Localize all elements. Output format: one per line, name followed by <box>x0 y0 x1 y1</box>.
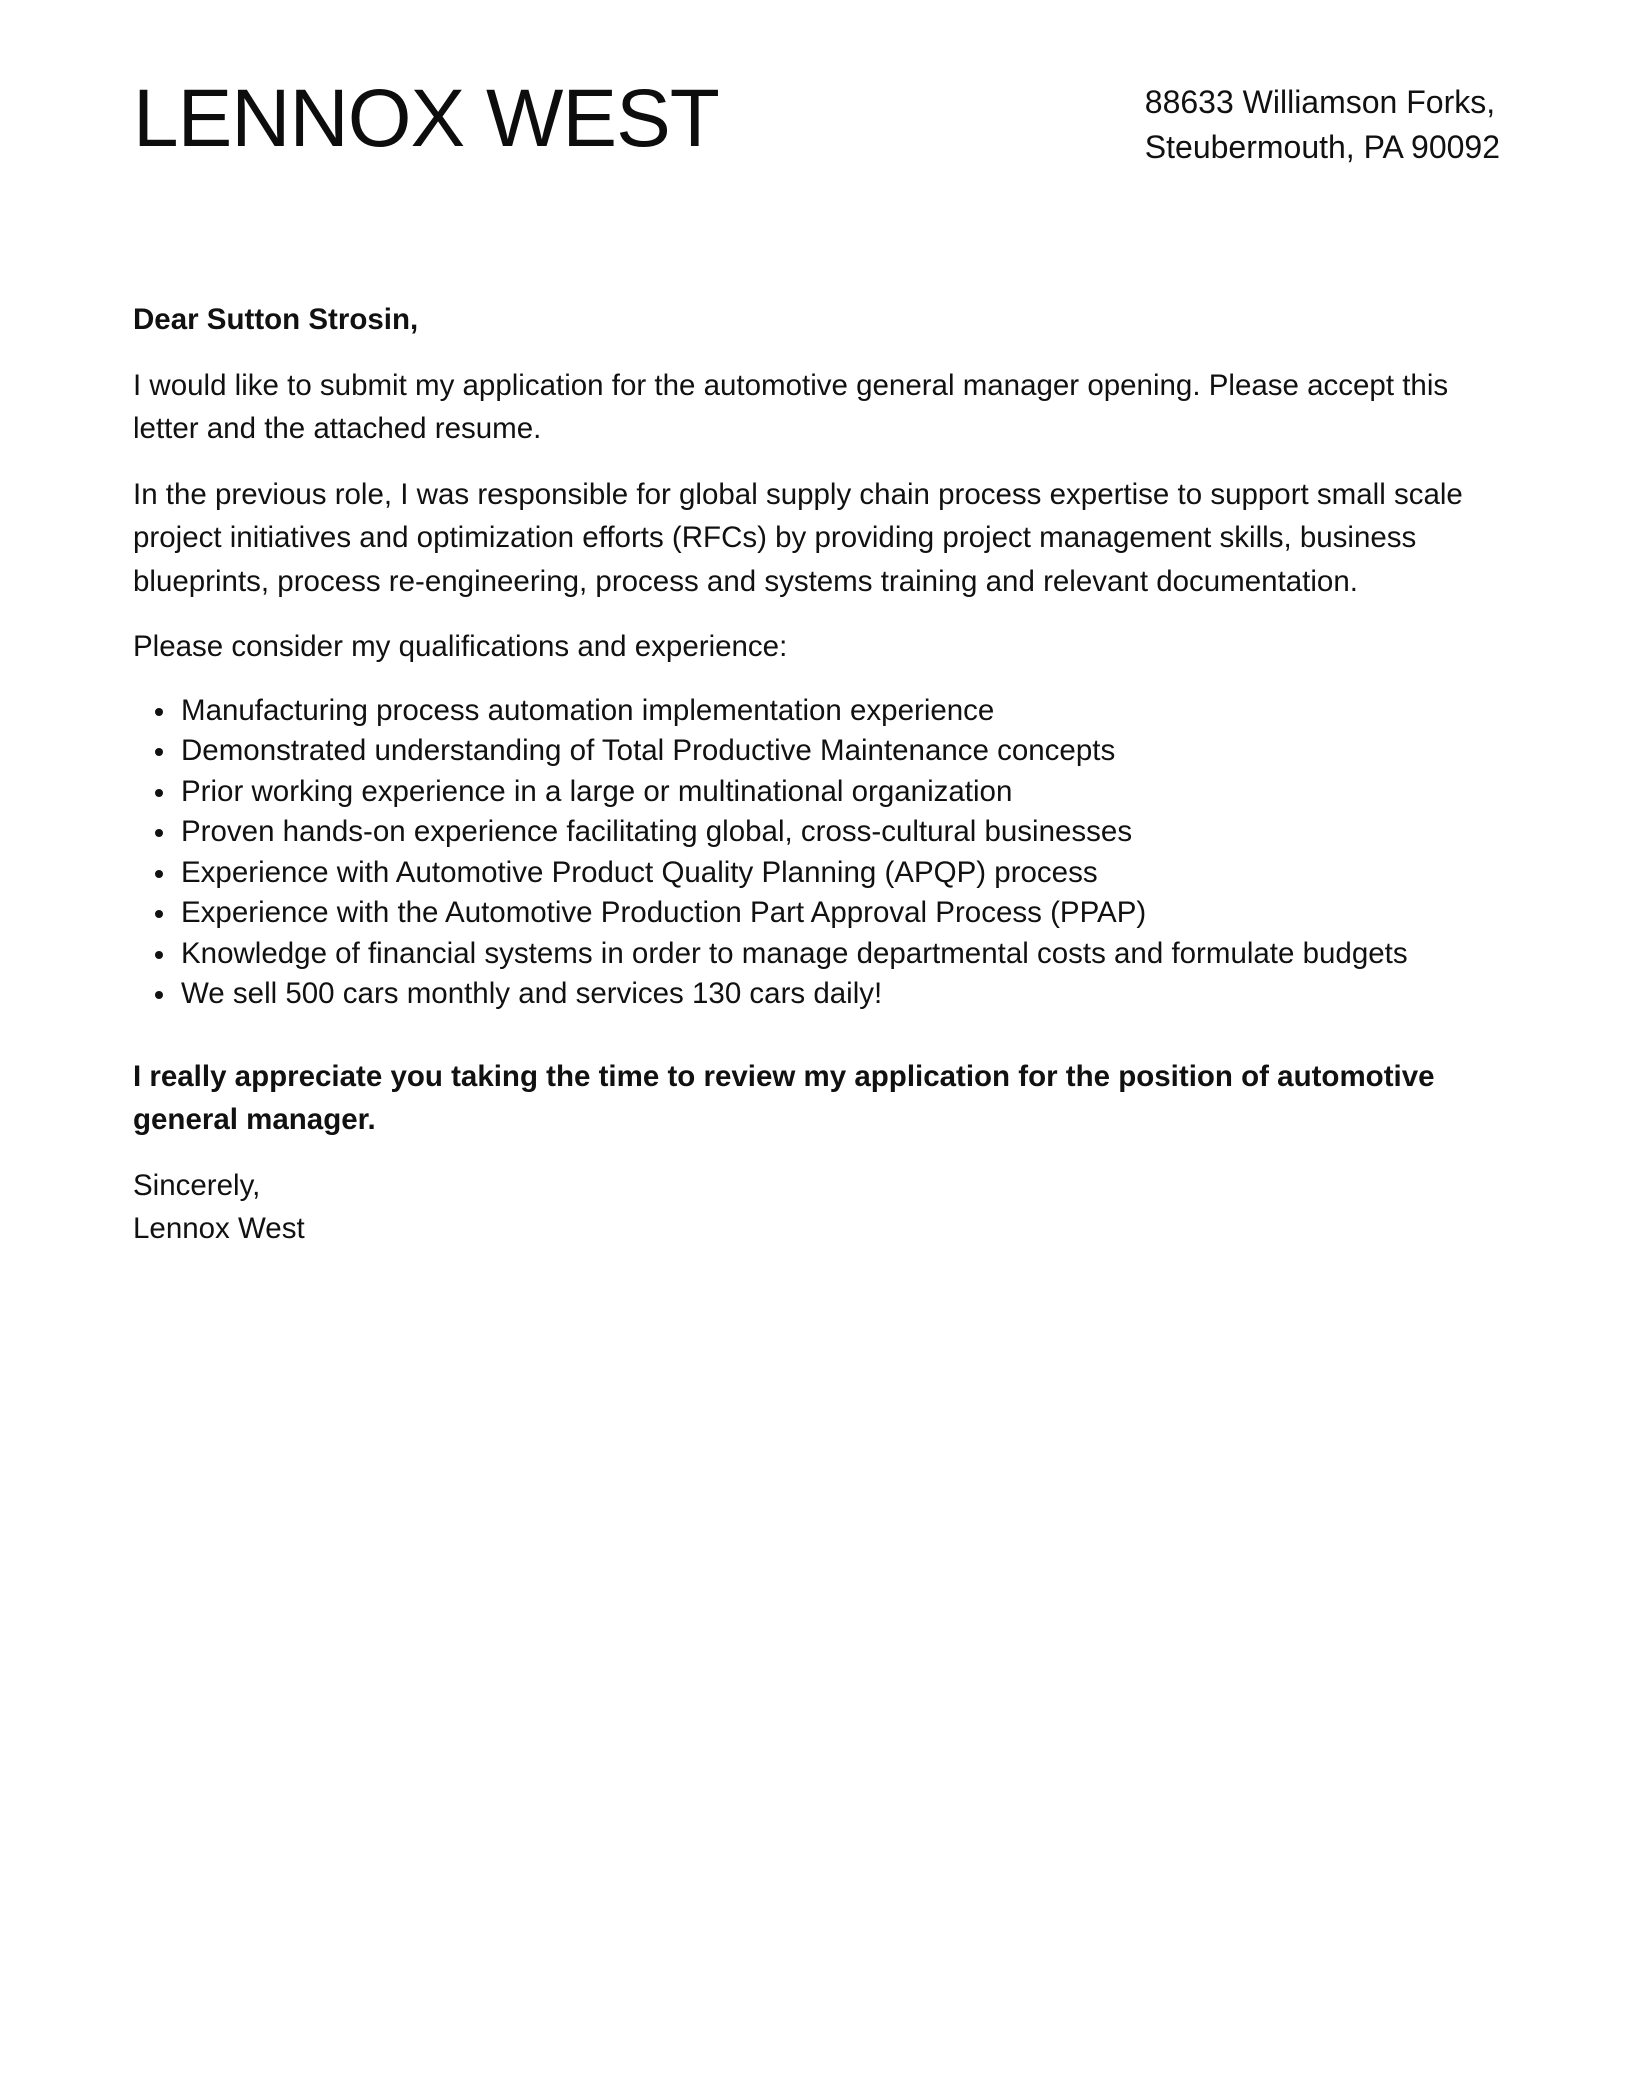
address-line-2: Steubermouth, PA 90092 <box>1144 129 1500 165</box>
letter-body <box>133 298 1503 1251</box>
closing-paragraph: I really appreciate you taking the time to review my application for the position of automotive general manager. <box>133 1059 1435 1136</box>
qualification-text: We sell 500 cars monthly and services 130 cars daily! <box>181 977 883 1010</box>
qualification-text: Prior working experience in a large or multinational organization <box>181 774 1013 808</box>
bullet-icon <box>155 870 163 878</box>
address-line-1: 88633 Williamson Forks, <box>1144 84 1496 120</box>
list-item <box>133 893 1503 934</box>
applicant-name: LENNOX WEST <box>133 73 719 164</box>
bullet-icon <box>155 991 163 999</box>
list-item <box>133 772 1503 813</box>
qualifications-intro: Please consider my qualifications and experience: <box>133 630 788 663</box>
applicant-address <box>1145 80 1500 170</box>
list-item <box>133 974 1503 1015</box>
list-item <box>133 853 1503 894</box>
list-item <box>133 691 1503 732</box>
signoff-block <box>133 1164 1503 1251</box>
list-item <box>133 731 1503 772</box>
qualification-text: Experience with Automotive Product Quality Planning (APQP) process <box>181 855 1098 889</box>
bullet-icon <box>155 829 163 837</box>
greeting: Dear Sutton Strosin, <box>133 303 419 336</box>
qualification-text: Experience with the Automotive Production Part Approval Process (PPAP) <box>181 896 1147 929</box>
bullet-icon <box>155 910 163 918</box>
list-item <box>133 812 1503 853</box>
signature-name: Lennox West <box>133 1212 305 1245</box>
qualifications-list <box>133 691 1503 1015</box>
qualification-text: Manufacturing process automation implementation experience <box>181 693 995 727</box>
qualification-text: Knowledge of financial systems in order to manage departmental costs and formulate budgets <box>181 936 1408 970</box>
intro-paragraph: I would like to submit my application for the automotive general manager opening. Please accept this letter and the attached resume. <box>133 368 1449 445</box>
bullet-icon <box>155 789 163 797</box>
bullet-icon <box>155 748 163 756</box>
bullet-icon <box>155 951 163 959</box>
qualification-text: Demonstrated understanding of Total Productive Maintenance concepts <box>181 734 1116 767</box>
letter-header <box>133 74 1500 194</box>
qualification-text: Proven hands-on experience facilitating global, cross-cultural businesses <box>181 815 1133 848</box>
signoff: Sincerely, <box>133 1168 261 1202</box>
experience-paragraph: In the previous role, I was responsible for global supply chain process expertise to support small scale project initiatives and optimization efforts (RFCs) by providing project management skills, business blueprints, process re-engineering, process and systems training and relevant documentation. <box>133 477 1463 598</box>
bullet-icon <box>155 708 163 716</box>
list-item <box>133 934 1503 975</box>
